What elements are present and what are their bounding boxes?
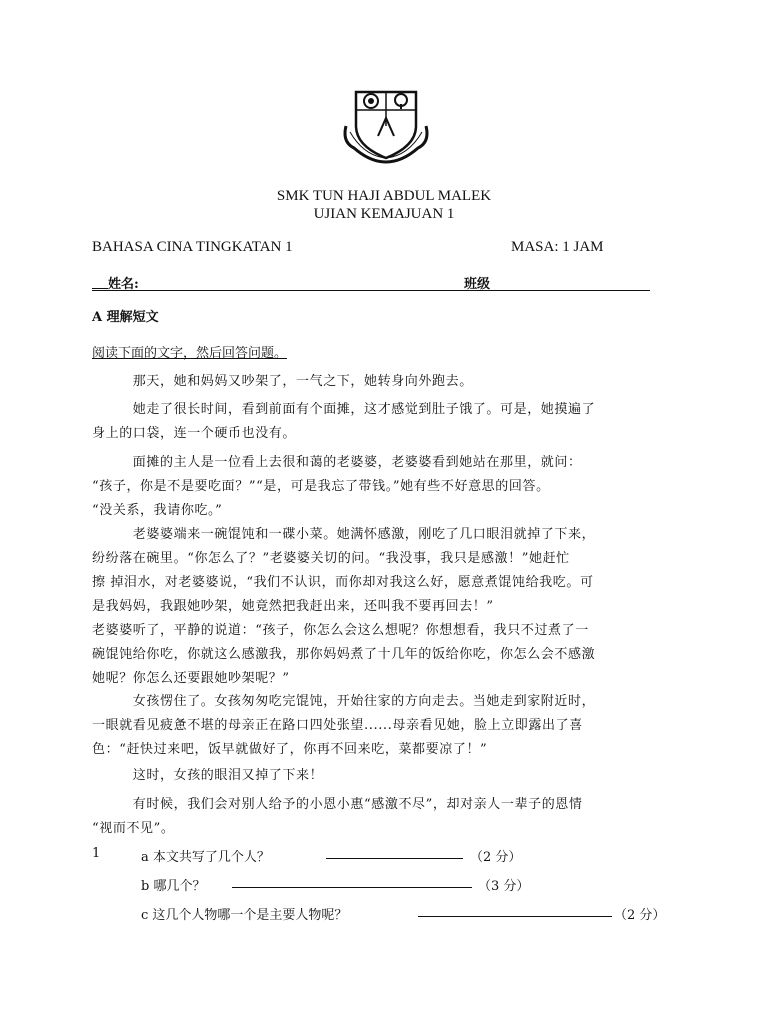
passage-line: 身上的口袋，连一个硬币也没有。 xyxy=(92,426,297,441)
question-c-label: c xyxy=(141,908,149,923)
passage-line: 她呢？你怎么还要跟她吵架呢？” xyxy=(92,671,290,686)
passage-line: 那天，她和妈妈又吵架了，一气之下，她转身向外跑去。 xyxy=(92,374,473,389)
passage-line: 这时，女孩的眼泪又掉了下来！ xyxy=(92,768,324,783)
passage-line: 色：“赶快过来吧，饭早就做好了，你再不回来吃，菜都要凉了！” xyxy=(92,742,488,757)
passage-paragraph xyxy=(92,370,672,394)
question-c-marks: （2 分） xyxy=(614,908,666,923)
passage-line: 是我妈妈，我跟她吵架，她竟然把我赶出来，还叫我不要再回去！” xyxy=(92,599,494,614)
section-title: A 理解短文 xyxy=(92,310,159,325)
question-b-label: b xyxy=(141,879,150,894)
class-label: 班级 xyxy=(464,277,491,292)
question-a-text: 本文共写了几个人？ xyxy=(152,850,270,865)
question-b-text: 哪几个？ xyxy=(153,879,206,894)
passage-paragraph xyxy=(92,619,672,691)
question-b xyxy=(141,875,205,894)
answer-a-field[interactable] xyxy=(326,846,463,863)
question-a-marks: （2 分） xyxy=(470,850,522,865)
passage-line: “没关系，我请你吃。” xyxy=(92,503,223,518)
passage-line: “孩子，你是不是要吃面？”“是，可是我忘了带钱。”她有些不好意思的回答。 xyxy=(92,479,550,494)
question-a xyxy=(141,846,270,865)
passage-line: 擦 掉泪水，对老婆婆说，“我们不认识，而你却对我这么好，愿意煮馄饨给我吃。可 xyxy=(92,575,594,590)
passage-paragraph xyxy=(92,690,672,762)
school-crest-logo xyxy=(340,86,432,168)
subject-label: BAHASA CINA TINGKATAN 1 xyxy=(92,239,293,255)
passage-line: “视而不见”。 xyxy=(92,821,175,836)
passage-line: 碗馄饨给你吃，你就这么感激我，那你妈妈煮了十几年的饭给你吃，你怎么会不感激 xyxy=(92,647,596,662)
passage-paragraph xyxy=(92,764,672,788)
passage-line: 有时候，我们会对别人给予的小恩小惠“感激不尽”，却对亲人一辈子的恩情 xyxy=(92,797,583,812)
name-underline xyxy=(92,288,108,289)
passage-paragraph xyxy=(92,451,672,523)
passage-line: 纷纷落在碗里。“你怎么了？”老婆婆关切的问。“我没事，我只是感激！”她赶忙 xyxy=(92,551,570,566)
question-c xyxy=(141,904,347,923)
question-a-label: a xyxy=(141,850,149,865)
passage-line: 面摊的主人是一位看上去很和蔼的老婆婆，老婆婆看到她站在那里，就问： xyxy=(92,455,582,470)
question-c-text: 这几个人物哪一个是主要人物呢？ xyxy=(152,908,348,923)
name-label: 姓名: xyxy=(108,277,139,292)
passage-line: 女孩愣住了。女孩匆匆吃完馄饨，开始往家的方向走去。当她走到家附近时， xyxy=(92,694,596,709)
passage-paragraph xyxy=(92,793,672,841)
passage-line: 她走了很长时间，看到前面有个面摊，这才感觉到肚子饿了。可是，她摸遍了 xyxy=(92,402,596,417)
passage-line: 老婆婆端来一碗馄饨和一碟小菜。她满怀感激，刚吃了几口眼泪就掉了下来， xyxy=(92,527,596,542)
student-info-line xyxy=(92,272,650,291)
time-label: MASA: 1 JAM xyxy=(511,239,604,255)
question-b-marks: （3 分） xyxy=(478,879,530,894)
passage-paragraph xyxy=(92,523,672,619)
question-number: 1 xyxy=(92,846,101,861)
answer-c-field[interactable] xyxy=(418,904,612,921)
passage-paragraph xyxy=(92,398,672,446)
section-instruction: 阅读下面的文字，然后回答问题。 xyxy=(92,346,288,361)
answer-b-field[interactable] xyxy=(232,875,472,892)
passage-line: 一眼就看见疲惫不堪的母亲正在路口四处张望......母亲看见她，脸上立即露出了喜 xyxy=(92,718,583,733)
exam-name: UJIAN KEMAJUAN 1 xyxy=(313,206,455,222)
passage-line: 老婆婆听了，平静的说道：“孩子，你怎么会这么想呢？你想想看，我只不过煮了一 xyxy=(92,623,589,638)
school-name: SMK TUN HAJI ABDUL MALEK xyxy=(276,188,492,204)
